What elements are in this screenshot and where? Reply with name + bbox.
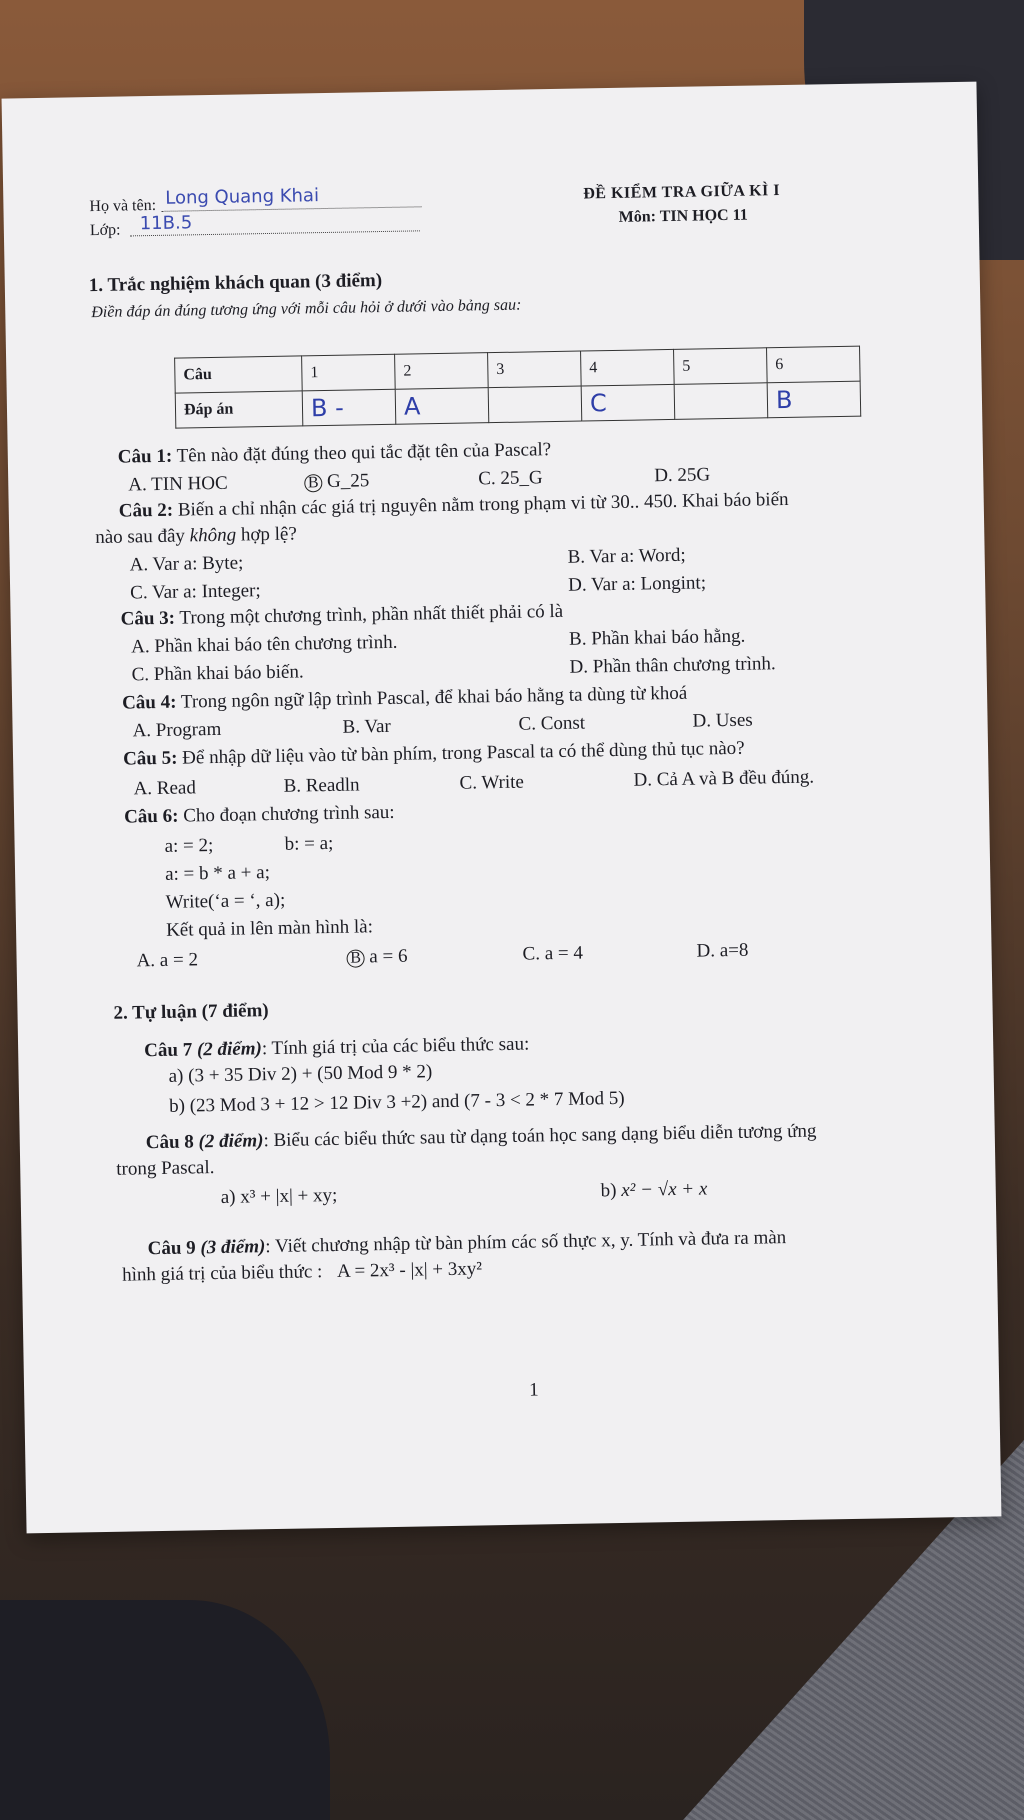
question-3 — [120, 601, 563, 632]
q4-option-a: A. Program — [132, 718, 222, 742]
question-9 — [147, 1227, 786, 1261]
table-answer-3 — [488, 386, 582, 423]
section1-instruction: Điền đáp án đúng tương ứng với mỗi câu hỏi ở dưới vào bảng sau: — [91, 296, 522, 322]
question-5 — [123, 738, 745, 772]
q3-option-d: D. Phần thân chương trình. — [569, 653, 776, 678]
question-5-label: Câu 5: — [122, 747, 178, 770]
question-9-text2: hình giá trị của biểu thức : — [121, 1261, 323, 1286]
table-number-3: 3 — [488, 351, 582, 388]
class-label: Lớp: — [89, 221, 121, 240]
section1-title: 1. Trắc nghiệm khách quan (3 điểm) — [88, 270, 383, 297]
question-2-label: Câu 2: — [118, 499, 174, 522]
q6-code-line-1b: b: = a; — [284, 832, 334, 855]
q4-option-c: C. Const — [518, 712, 586, 735]
table-answer-5 — [674, 383, 768, 420]
question-9-label: Câu 9 — [147, 1237, 196, 1260]
question-6-text: Cho đoạn chương trình sau: — [183, 801, 395, 827]
question-8-text: : Biểu các biểu thức sau từ dạng toán học sang dạng biểu diễn tương ứng — [263, 1120, 817, 1152]
background-shadow — [0, 1600, 330, 1820]
question-1-text: Tên nào đặt đúng theo qui tắc đặt tên của Pascal? — [176, 439, 552, 467]
question-6-label: Câu 6: — [123, 805, 179, 828]
q7-part-a: a) (3 + 35 Div 2) + (50 Mod 9 * 2) — [168, 1061, 433, 1087]
question-2-text: Biến a chỉ nhận các giá trị nguyên nằm trong phạm vi từ 30.. 450. Khai báo biến — [177, 488, 789, 521]
q5-option-d: D. Cả A và B đều đúng. — [633, 766, 815, 791]
q9-formula: A = 2x³ - |x| + 3xy² — [336, 1258, 483, 1282]
table-number-6: 6 — [767, 346, 861, 383]
q3-option-a: A. Phần khai báo tên chương trình. — [130, 631, 398, 658]
q2-option-d: D. Var a: Longint; — [567, 572, 707, 596]
question-3-text: Trong một chương trình, phần nhất thiết phải có là — [179, 600, 564, 629]
q6-option-d: D. a=8 — [696, 939, 749, 962]
q3-option-b: B. Phần khai báo hằng. — [568, 625, 746, 650]
q6-result-prompt: Kết quả in lên màn hình là: — [165, 916, 374, 941]
q8-part-b-expression: x² − √x + x — [621, 1178, 708, 1201]
question-8-line2: trong Pascal. — [116, 1157, 215, 1180]
q3-option-c: C. Phần khai báo biến. — [131, 661, 304, 686]
q1-circled-answer-b: B — [304, 474, 322, 492]
section2-title: 2. Tự luận (7 điểm) — [113, 1000, 269, 1024]
table-number-5: 5 — [674, 348, 768, 385]
question-8-points: (2 điểm) — [198, 1130, 264, 1153]
class-handwritten: 11B.5 — [139, 212, 193, 235]
question-2-emphasis: không — [189, 524, 237, 547]
table-answer-1: B - — [302, 389, 396, 426]
q6-code-line-3: Write(‘a = ‘, a); — [165, 889, 286, 913]
q2-option-a: A. Var a: Byte; — [129, 552, 244, 576]
question-9-text: : Viết chương nhập từ bàn phím các số thực x, y. Tính và đưa ra màn — [265, 1227, 787, 1258]
q8-part-b-label: b) — [600, 1180, 617, 1202]
q5-option-b: B. Readln — [283, 774, 360, 797]
question-9-points: (3 điểm) — [200, 1236, 266, 1259]
question-8-label: Câu 8 — [145, 1131, 195, 1154]
exam-paper — [2, 82, 1002, 1534]
q6-option-a: A. a = 2 — [136, 949, 199, 972]
table-row-label-cau: Câu — [175, 356, 303, 393]
exam-title: ĐỀ KIỂM TRA GIỮA KÌ I — [583, 182, 781, 203]
q8-part-b — [601, 1178, 708, 1203]
q1-option-b — [304, 470, 369, 494]
q2-option-c: C. Var a: Integer; — [130, 580, 261, 604]
table-number-1: 1 — [302, 354, 396, 391]
q1-option-c: C. 25_G — [478, 467, 543, 490]
table-answer-2: A — [395, 388, 489, 425]
question-2-text2a: nào sau đây — [95, 525, 190, 549]
question-2-line2 — [95, 524, 297, 550]
question-1 — [118, 439, 552, 469]
question-6 — [124, 802, 395, 830]
q7-part-b: b) (23 Mod 3 + 12 > 12 Div 3 +2) and (7 - 3 < 2 * 7 Mod 5) — [168, 1087, 625, 1117]
question-3-label: Câu 3: — [120, 607, 176, 630]
question-4-label: Câu 4: — [121, 691, 177, 714]
question-7-text: : Tính giá trị của các biểu thức sau: — [261, 1033, 530, 1060]
question-9-line2 — [122, 1258, 482, 1287]
q6-code-line-2: a: = b * a + a; — [164, 862, 271, 885]
question-4 — [122, 683, 688, 716]
q6-option-b — [346, 946, 407, 970]
q1-option-a: A. TIN HOC — [128, 472, 228, 496]
q6-code-line-1a: a: = 2; — [164, 835, 214, 857]
page-number: 1 — [528, 1379, 539, 1401]
question-7-points: (2 điểm) — [196, 1038, 263, 1061]
question-7-label: Câu 7 — [144, 1039, 193, 1062]
name-handwritten: Long Quang Khai — [165, 185, 320, 209]
q6-option-b-text: a = 6 — [369, 945, 408, 968]
table-number-2: 2 — [395, 353, 489, 390]
table-row-label-dap-an: Đáp án — [175, 391, 303, 428]
question-1-label: Câu 1: — [117, 445, 173, 468]
table-answer-6: B — [767, 381, 861, 418]
q1-option-d: D. 25G — [654, 464, 711, 487]
question-5-text: Để nhập dữ liệu vào từ bàn phím, trong Pascal ta có thể dùng thủ tục nào? — [182, 737, 745, 769]
question-7 — [144, 1034, 529, 1064]
answer-table — [174, 346, 861, 429]
table-answer-4: C — [581, 384, 675, 421]
question-2-text2c: hợp lệ? — [235, 523, 297, 546]
q2-option-b: B. Var a: Word; — [567, 544, 686, 568]
q5-option-a: A. Read — [133, 777, 197, 800]
q5-option-c: C. Write — [459, 771, 525, 794]
q6-option-c: C. a = 4 — [522, 942, 584, 965]
q8-part-a: a) x³ + |x| + xy; — [220, 1184, 338, 1208]
table-number-4: 4 — [581, 349, 675, 386]
q4-option-b: B. Var — [342, 715, 391, 738]
q4-option-d: D. Uses — [692, 709, 753, 732]
exam-subject: Môn: TIN HỌC 11 — [618, 206, 748, 226]
name-label: Họ và tên: — [89, 196, 157, 216]
q1-option-b-text: G_25 — [326, 470, 370, 492]
q6-circled-answer-b: B — [346, 949, 364, 967]
question-8 — [146, 1121, 817, 1155]
question-4-text: Trong ngôn ngữ lập trình Pascal, để khai báo hằng ta dùng từ khoá — [180, 682, 688, 713]
